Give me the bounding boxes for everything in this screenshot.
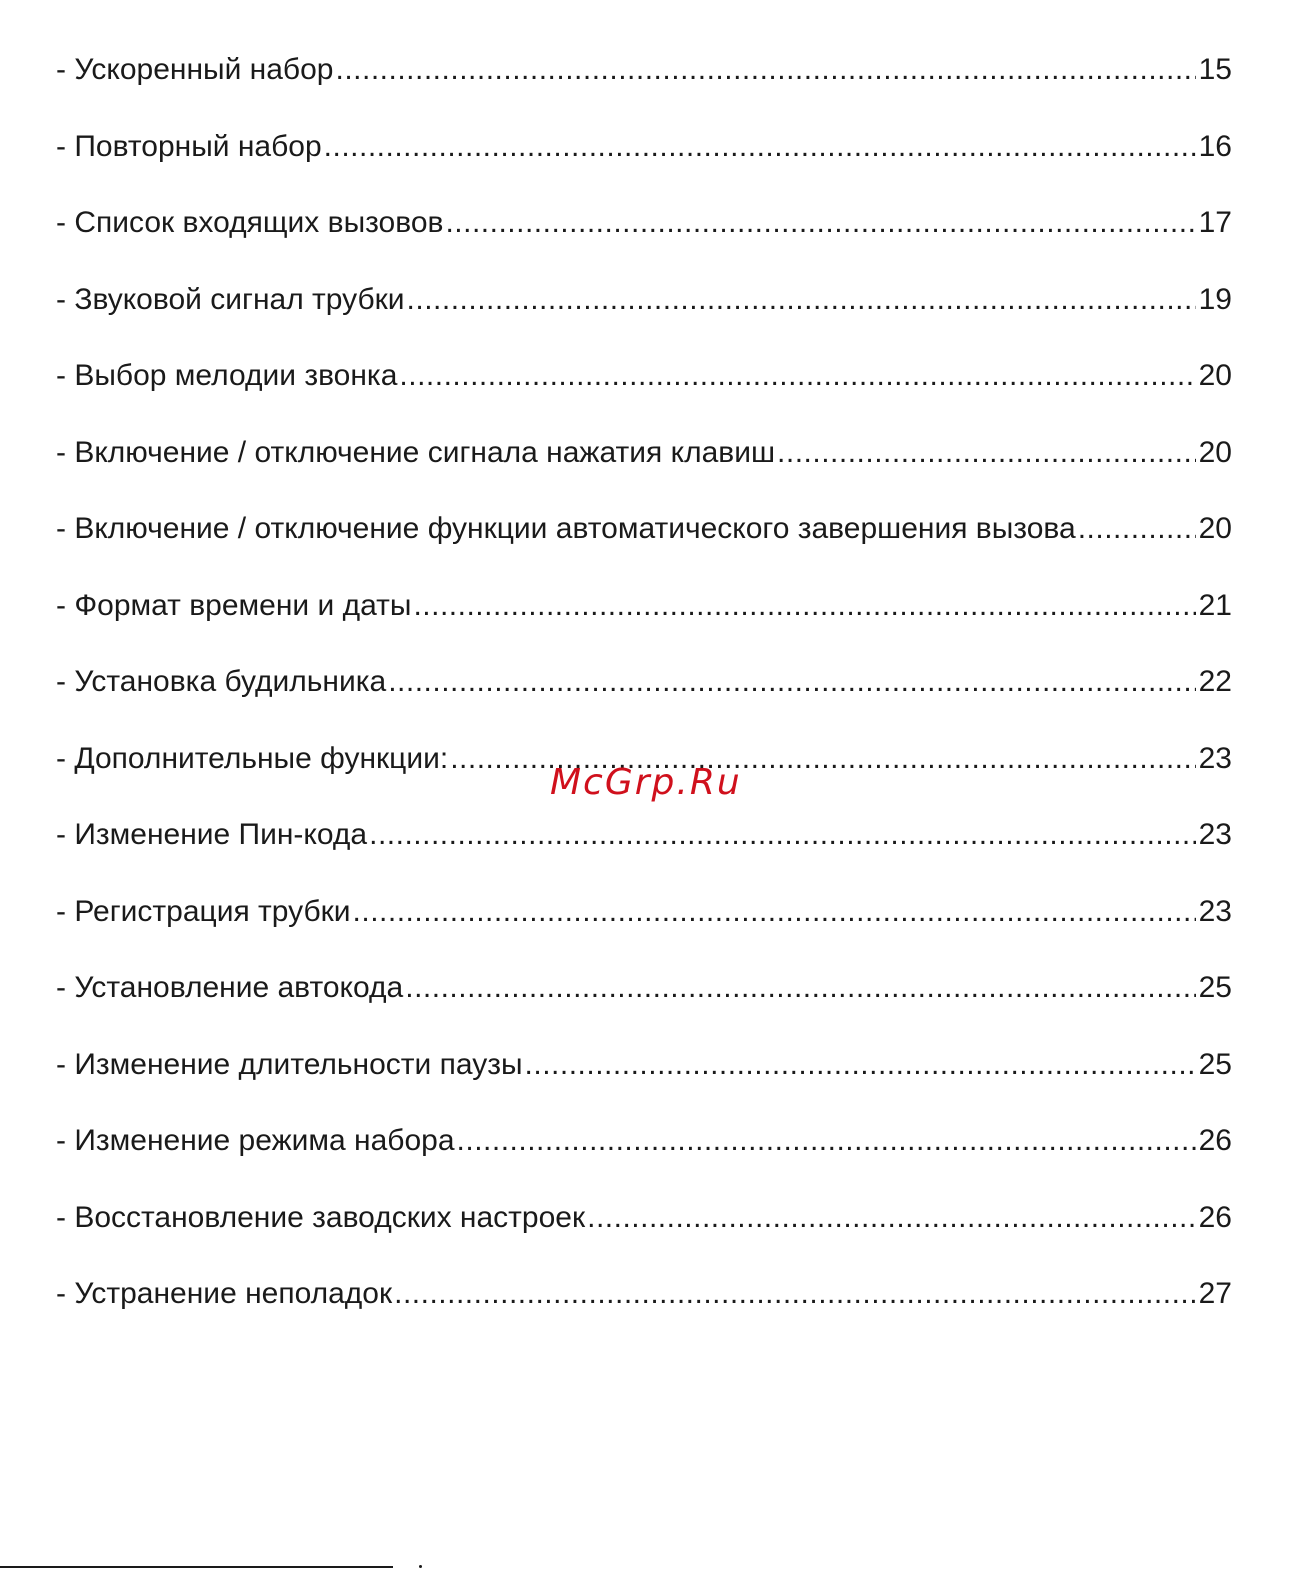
toc-dot-leader xyxy=(394,1274,1196,1314)
toc-dot-leader xyxy=(399,356,1196,396)
toc-page-number: 23 xyxy=(1198,894,1232,928)
toc-entry-title: - Установление автокода xyxy=(56,968,405,1008)
toc-page-number: 22 xyxy=(1198,665,1232,698)
toc-dot-leader xyxy=(324,127,1196,167)
toc-entry[interactable] xyxy=(56,280,1232,357)
toc-page-number: 23 xyxy=(1198,818,1232,851)
toc-dot-leader xyxy=(388,662,1196,702)
toc-entry-title: - Выбор мелодии звонка xyxy=(56,356,399,396)
toc-page-number: 25 xyxy=(1198,1047,1232,1081)
toc-entry[interactable] xyxy=(56,892,1232,969)
toc-entry[interactable] xyxy=(56,50,1232,127)
toc-entry-title: - Включение / отключение функции автоматического завершения вызова xyxy=(56,509,1078,549)
toc-entry[interactable] xyxy=(56,509,1232,586)
toc-entry-title: - Восстановление заводских настроек xyxy=(56,1198,587,1238)
toc-page-number: 25 xyxy=(1198,971,1232,1004)
toc-entry[interactable] xyxy=(56,1198,1232,1275)
toc-entry-title: - Включение / отключение сигнала нажатия клавиш xyxy=(56,433,777,473)
toc-entry[interactable] xyxy=(56,1121,1232,1198)
toc-entry-title: - Ускоренный набор xyxy=(56,50,336,90)
toc-dot-leader xyxy=(525,1045,1196,1085)
toc-dot-leader xyxy=(353,892,1196,932)
toc-dot-leader xyxy=(336,50,1197,90)
toc-page-number: 21 xyxy=(1198,588,1232,622)
toc-entry[interactable] xyxy=(56,815,1232,892)
toc-entry[interactable] xyxy=(56,1274,1232,1351)
toc-page-number: 26 xyxy=(1198,1124,1232,1157)
toc-page-number: 20 xyxy=(1198,512,1232,545)
toc-entry[interactable] xyxy=(56,586,1232,663)
toc-entry[interactable] xyxy=(56,662,1232,739)
toc-dot-leader xyxy=(457,1121,1196,1161)
toc-entry[interactable] xyxy=(56,127,1232,204)
toc-page-number: 20 xyxy=(1198,435,1232,469)
toc-dot-leader xyxy=(405,968,1196,1008)
toc-entry-title: - Изменение длительности паузы xyxy=(56,1045,525,1085)
toc-page-number: 17 xyxy=(1198,206,1232,239)
toc-entry-title: - Дополнительные функции: xyxy=(56,739,450,779)
watermark-logo: McGrp.Ru xyxy=(550,762,742,803)
footer-rule xyxy=(0,1566,393,1568)
toc-dot-leader xyxy=(587,1198,1196,1238)
toc-dot-leader xyxy=(413,586,1196,626)
toc-dot-leader xyxy=(407,280,1196,320)
toc-entry-title: - Формат времени и даты xyxy=(56,586,413,626)
toc-page-number: 20 xyxy=(1198,359,1232,392)
toc-page-number: 16 xyxy=(1198,129,1232,163)
toc-page-number: 27 xyxy=(1198,1277,1232,1310)
toc-entry-title: - Регистрация трубки xyxy=(56,892,353,932)
table-of-contents xyxy=(56,50,1232,1351)
toc-entry-title: - Список входящих вызовов xyxy=(56,203,445,243)
toc-entry[interactable] xyxy=(56,433,1232,510)
toc-dot-leader xyxy=(369,815,1196,855)
toc-entry-title: - Устранение неполадок xyxy=(56,1274,394,1314)
toc-dot-leader xyxy=(445,203,1196,243)
toc-dot-leader xyxy=(777,433,1196,473)
toc-page-number: 15 xyxy=(1198,53,1232,86)
footer-mark xyxy=(419,1565,422,1568)
toc-entry[interactable] xyxy=(56,356,1232,433)
toc-entry[interactable] xyxy=(56,203,1232,280)
toc-entry-title: - Изменение режима набора xyxy=(56,1121,457,1161)
toc-entry[interactable] xyxy=(56,1045,1232,1122)
toc-page-number: 23 xyxy=(1198,741,1232,775)
toc-entry-title: - Изменение Пин-кода xyxy=(56,815,369,855)
toc-entry-title: - Звуковой сигнал трубки xyxy=(56,280,407,320)
toc-entry-title: - Установка будильника xyxy=(56,662,388,702)
toc-entry[interactable] xyxy=(56,968,1232,1045)
toc-page-number: 26 xyxy=(1198,1200,1232,1234)
toc-page-number: 19 xyxy=(1198,282,1232,316)
toc-dot-leader xyxy=(1078,509,1196,549)
toc-entry-title: - Повторный набор xyxy=(56,127,324,167)
